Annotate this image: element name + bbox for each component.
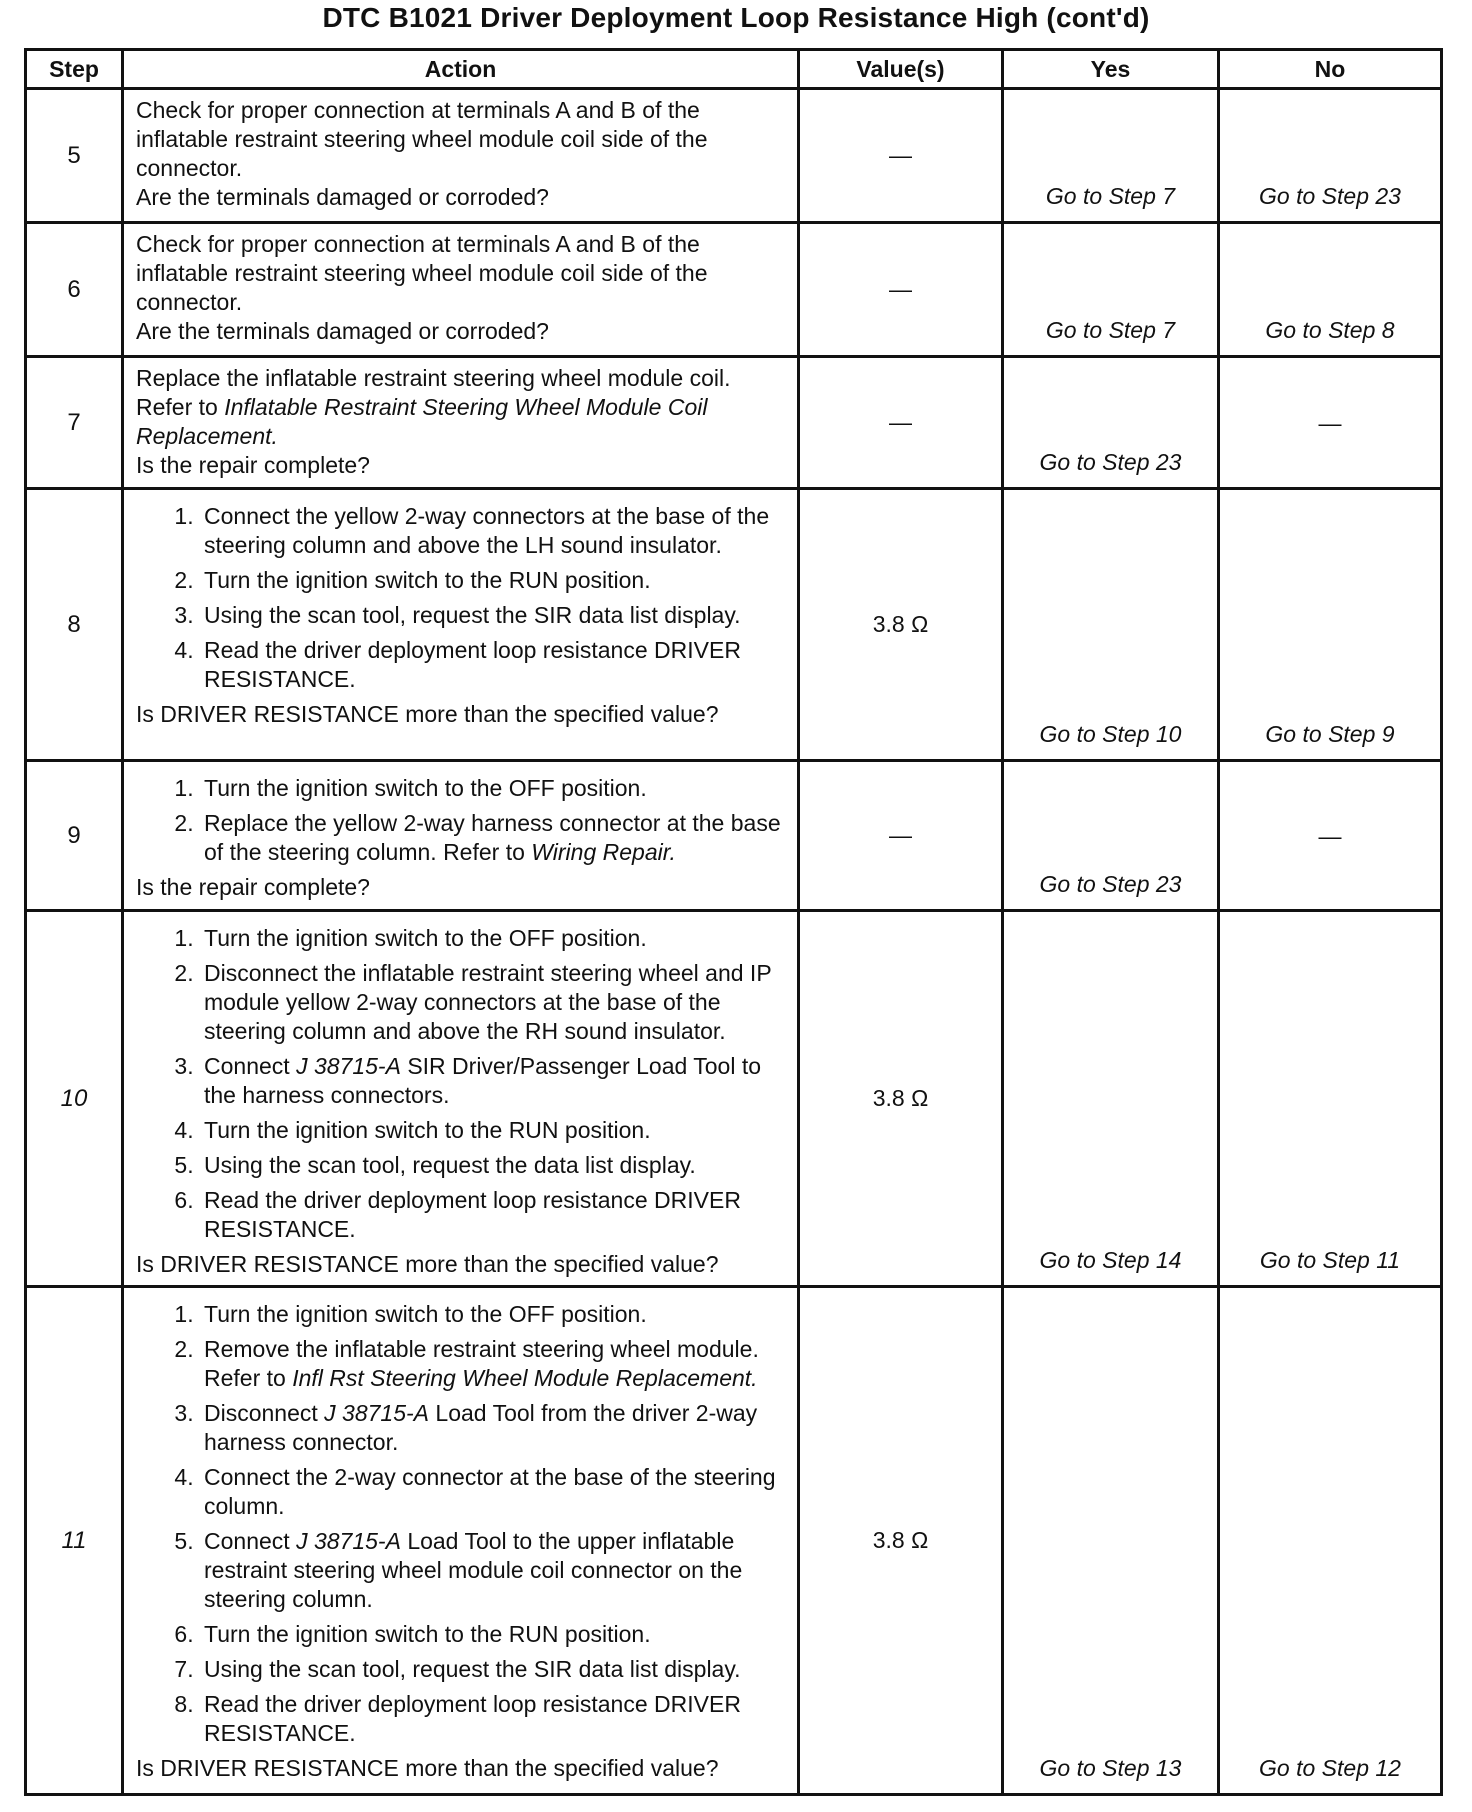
- value-cell: 3.8 Ω: [799, 1287, 1003, 1795]
- value-cell: 3.8 Ω: [799, 911, 1003, 1287]
- list-item: 1. Turn the ignition switch to the OFF position.: [200, 774, 787, 803]
- table-row: [26, 761, 1442, 911]
- action-text: Replace the inflatable restraint steering wheel module coil. Refer to Inflatable Restraint Steering Wheel Module Coil Replacement.: [136, 365, 731, 449]
- header-row: [26, 50, 1442, 89]
- header-step: Step: [26, 50, 123, 89]
- list-item: 1. Connect the yellow 2-way connectors at the base of the steering column and above the LH sound insulator.: [200, 502, 787, 560]
- action-question: Are the terminals damaged or corroded?: [136, 318, 549, 344]
- step-number: 7: [26, 357, 123, 489]
- list-item: 2. Disconnect the inflatable restraint steering wheel and IP module yellow 2-way connectors at the base of the steering column and above the RH sound insulator.: [200, 959, 787, 1046]
- list-item: 1. Turn the ignition switch to the OFF position.: [200, 1300, 787, 1329]
- list-item: 3. Connect J 38715-A SIR Driver/Passenger Load Tool to the harness connectors.: [200, 1052, 787, 1110]
- tool-number: J 38715-A: [324, 1400, 430, 1426]
- action-question: Is the repair complete?: [136, 452, 370, 478]
- page-title: DTC B1021 Driver Deployment Loop Resistance High (cont'd): [322, 2, 1150, 33]
- no-cell: Go to Step 9: [1219, 489, 1442, 761]
- no-cell: Go to Step 12: [1219, 1287, 1442, 1795]
- action-cell: [123, 911, 799, 1287]
- action-cell: [123, 1287, 799, 1795]
- tool-number: J 38715-A: [296, 1528, 401, 1554]
- action-question: Is DRIVER RESISTANCE more than the specified value?: [136, 1251, 719, 1277]
- list-item: 5. Using the scan tool, request the data list display.: [200, 1151, 787, 1180]
- yes-cell: Go to Step 10: [1003, 489, 1219, 761]
- yes-cell: Go to Step 7: [1003, 89, 1219, 223]
- header-no: No: [1219, 50, 1442, 89]
- action-cell: [123, 89, 799, 223]
- list-item: 2. Turn the ignition switch to the RUN position.: [200, 566, 787, 595]
- action-cell: [123, 223, 799, 357]
- tool-number: J 38715-A: [296, 1053, 401, 1079]
- table-row: [26, 911, 1442, 1287]
- yes-cell: Go to Step 13: [1003, 1287, 1219, 1795]
- step-number: 8: [26, 489, 123, 761]
- list-item: 7. Using the scan tool, request the SIR data list display.: [200, 1655, 787, 1684]
- action-cell: [123, 489, 799, 761]
- table-row: [26, 1287, 1442, 1795]
- action-question: Is DRIVER RESISTANCE more than the specified value?: [136, 1755, 719, 1781]
- action-question: Are the terminals damaged or corroded?: [136, 184, 549, 210]
- value-cell: —: [799, 761, 1003, 911]
- reference-link-text: Infl Rst Steering Wheel Module Replacement.: [292, 1365, 758, 1391]
- table-row: [26, 223, 1442, 357]
- step-number: 6: [26, 223, 123, 357]
- list-item: 6. Turn the ignition switch to the RUN position.: [200, 1620, 787, 1649]
- list-item: 2. Replace the yellow 2-way harness connector at the base of the steering column. Refer to Wiring Repair.: [200, 809, 787, 867]
- action-text: Check for proper connection at terminals A and B of the inflatable restraint steering wheel module coil side of the connector.: [136, 231, 708, 315]
- step-number: 11: [26, 1287, 123, 1795]
- action-text: Check for proper connection at terminals A and B of the inflatable restraint steering wheel module coil side of the connector.: [136, 97, 708, 181]
- no-cell: Go to Step 23: [1219, 89, 1442, 223]
- value-cell: —: [799, 89, 1003, 223]
- action-question: Is the repair complete?: [136, 874, 370, 900]
- action-cell: [123, 761, 799, 911]
- list-item: 3. Disconnect J 38715-A Load Tool from the driver 2-way harness connector.: [200, 1399, 787, 1457]
- list-item: 4. Turn the ignition switch to the RUN position.: [200, 1116, 787, 1145]
- yes-cell: Go to Step 23: [1003, 357, 1219, 489]
- no-cell: —: [1219, 357, 1442, 489]
- list-item: 2. Remove the inflatable restraint steering wheel module. Refer to Infl Rst Steering Wheel Module Replacement.: [200, 1335, 787, 1393]
- no-cell: —: [1219, 761, 1442, 911]
- action-steps-list: [136, 502, 787, 694]
- header-action: Action: [123, 50, 799, 89]
- step-number: 9: [26, 761, 123, 911]
- list-item: 4. Read the driver deployment loop resistance DRIVER RESISTANCE.: [200, 636, 787, 694]
- table-row: [26, 489, 1442, 761]
- value-cell: —: [799, 223, 1003, 357]
- yes-cell: Go to Step 14: [1003, 911, 1219, 1287]
- list-item: 4. Connect the 2-way connector at the base of the steering column.: [200, 1463, 787, 1521]
- yes-cell: Go to Step 23: [1003, 761, 1219, 911]
- no-cell: Go to Step 8: [1219, 223, 1442, 357]
- step-number: 10: [26, 911, 123, 1287]
- table-row: [26, 357, 1442, 489]
- list-item: 8. Read the driver deployment loop resistance DRIVER RESISTANCE.: [200, 1690, 787, 1748]
- table-row: [26, 89, 1442, 223]
- action-steps-list: [136, 924, 787, 1244]
- step-number: 5: [26, 89, 123, 223]
- list-item: 5. Connect J 38715-A Load Tool to the upper inflatable restraint steering wheel module coil connector on the steering column.: [200, 1527, 787, 1614]
- value-cell: —: [799, 357, 1003, 489]
- reference-link-text: Wiring Repair.: [531, 839, 676, 865]
- list-item: 1. Turn the ignition switch to the OFF position.: [200, 924, 787, 953]
- list-item: 6. Read the driver deployment loop resistance DRIVER RESISTANCE.: [200, 1186, 787, 1244]
- reference-link-text: Inflatable Restraint Steering Wheel Module Coil Replacement.: [136, 394, 708, 449]
- action-question: Is DRIVER RESISTANCE more than the specified value?: [136, 701, 719, 727]
- no-cell: Go to Step 11: [1219, 911, 1442, 1287]
- header-yes: Yes: [1003, 50, 1219, 89]
- header-value: Value(s): [799, 50, 1003, 89]
- action-cell: [123, 357, 799, 489]
- value-cell: 3.8 Ω: [799, 489, 1003, 761]
- action-steps-list: [136, 1300, 787, 1748]
- yes-cell: Go to Step 7: [1003, 223, 1219, 357]
- diagnostic-table: [24, 48, 1443, 1796]
- action-steps-list: [136, 774, 787, 867]
- list-item: 3. Using the scan tool, request the SIR data list display.: [200, 601, 787, 630]
